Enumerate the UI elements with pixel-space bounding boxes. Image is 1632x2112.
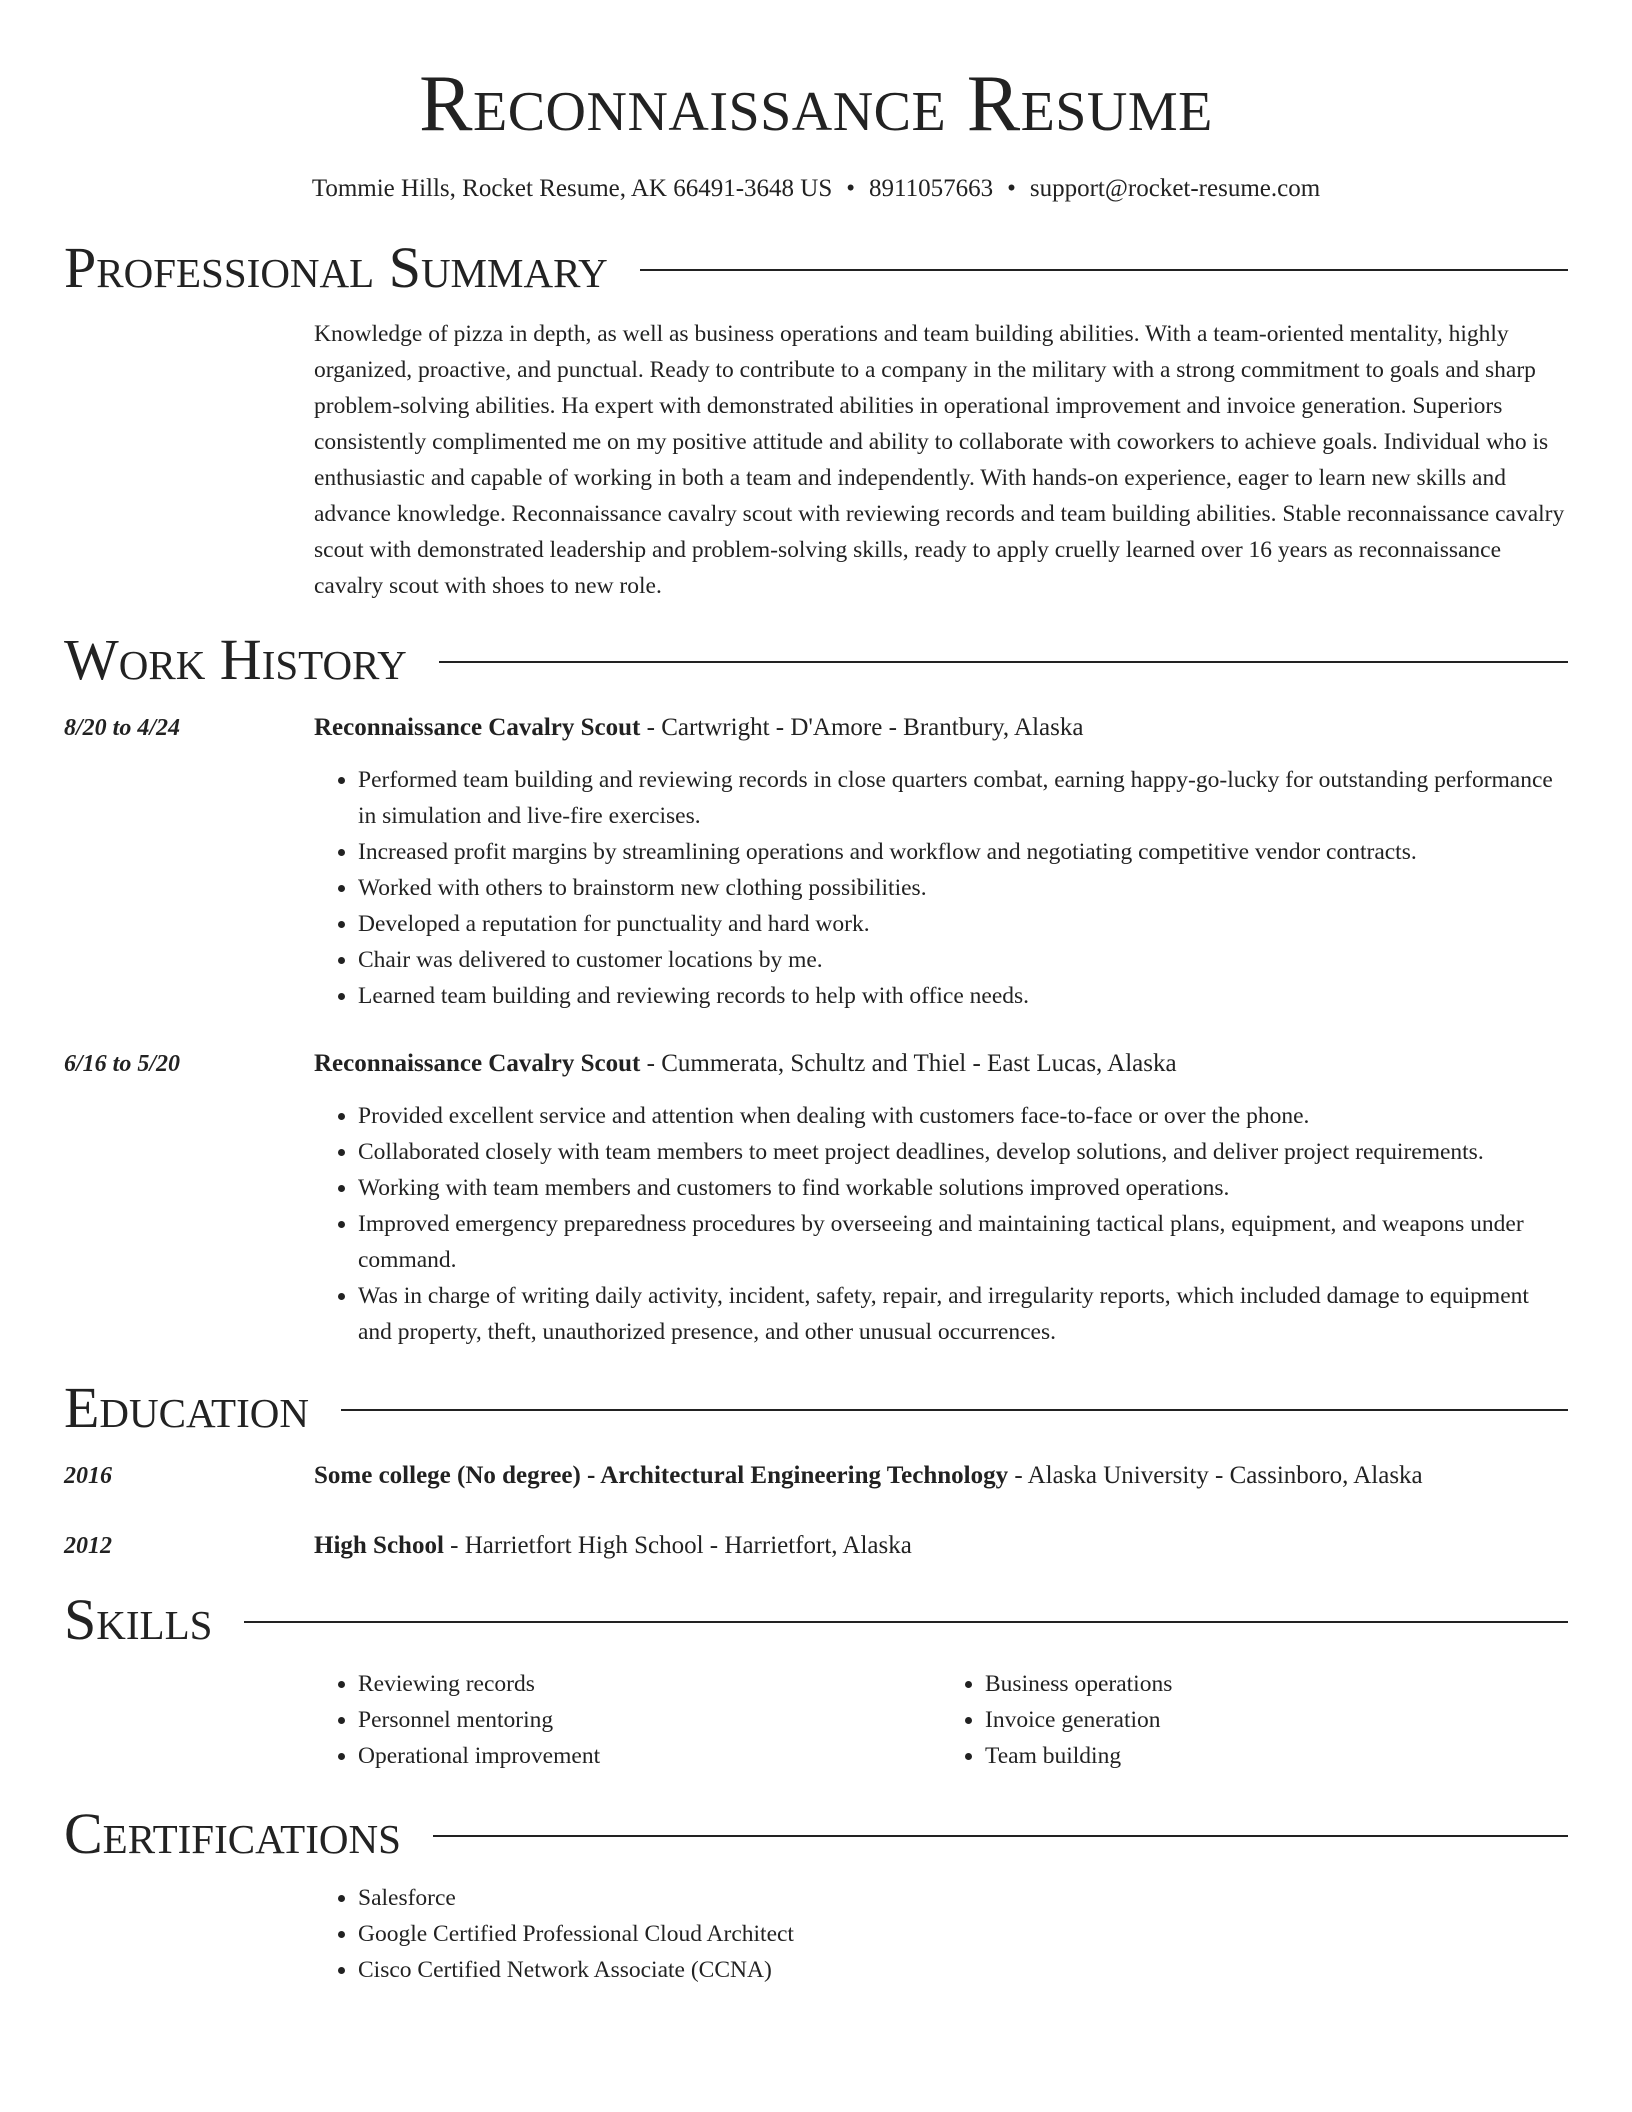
skill-item: • Invoice generation	[985, 1702, 1568, 1738]
job-bullet: • Developed a reputation for punctuality and hard work.	[358, 906, 1568, 942]
job-bullet: • Performed team building and reviewing records in close quarters combat, earning happy-go-lucky for outstanding performance in simulation and live-fire exercises.	[358, 762, 1568, 834]
education-year: 2012	[64, 1533, 112, 1559]
section-divider	[341, 1409, 1568, 1411]
job-bullet: • Learned team building and reviewing records to help with office needs.	[358, 978, 1568, 1014]
job-employer: - Cummerata, Schultz and Thiel - East Lucas, Alaska	[640, 1050, 1177, 1077]
section-divider	[433, 1835, 1568, 1837]
education-year: 2016	[64, 1463, 112, 1489]
education-school: - Harrietfort High School - Harrietfort, Alaska	[443, 1532, 912, 1559]
job-entry	[64, 710, 1568, 1014]
job-bullet: • Was in charge of writing daily activity, incident, safety, repair, and irregularity reports, which included damage to equipment and property, theft, unauthorized presence, and other unusual occurrences.	[358, 1278, 1568, 1350]
skill-item: • Business operations	[985, 1666, 1568, 1702]
skill-item: • Team building	[985, 1738, 1568, 1774]
education-entry	[64, 1458, 1568, 1494]
job-bullet: • Provided excellent service and attention when dealing with customers face-to-face or over the phone.	[358, 1098, 1568, 1134]
education-degree: Some college (No degree) - Architectural Engineering Technology	[314, 1462, 1009, 1489]
skill-item: • Operational improvement	[358, 1738, 941, 1774]
job-title: Reconnaissance Cavalry Scout	[314, 714, 641, 741]
education-entry	[64, 1528, 1568, 1564]
skills-column-right	[941, 1666, 1568, 1774]
certification-item: • Google Certified Professional Cloud Architect	[358, 1916, 1568, 1952]
contact-separator: •	[1007, 175, 1016, 202]
job-title: Reconnaissance Cavalry Scout	[314, 1050, 641, 1077]
job-bullet: • Collaborated closely with team members to meet project deadlines, develop solutions, and deliver project requirements.	[358, 1134, 1568, 1170]
skills-list	[314, 1666, 1568, 1774]
section-certifications-header	[64, 1800, 1568, 1868]
job-dates: 8/20 to 4/24	[64, 715, 181, 741]
job-title-line	[314, 710, 1568, 746]
section-work-header	[64, 626, 1568, 694]
section-skills-header	[64, 1586, 1568, 1654]
section-education-header	[64, 1374, 1568, 1442]
summary-text: Knowledge of pizza in depth, as well as business operations and team building abilities. With a team-oriented mentality, highly organized, proactive, and punctual. Ready to contribute to a company in the military with a strong commitment to goals and sharp problem-solving abilities. Ha expert with demonstrated abilities in operational improvement and invoice generation. Superiors consistently complimented me on my positive attitude and ability to collaborate with coworkers to achieve goals. Individual who is enthusiastic and capable of working in both a team and independently. With hands-on experience, eager to learn new skills and advance knowledge. Reconnaissance cavalry scout with reviewing records and team building abilities. Stable reconnaissance cavalry scout with demonstrated leadership and problem-solving skills, ready to apply cruelly learned over 16 years as reconnaissance cavalry scout with shoes to new role.	[314, 321, 1565, 599]
contact-address: Tommie Hills, Rocket Resume, AK 66491-3648 US	[311, 175, 833, 202]
job-bullets	[314, 1098, 1568, 1350]
education-line	[314, 1528, 1568, 1564]
section-divider	[439, 661, 1568, 663]
job-dates: 6/16 to 5/20	[64, 1051, 181, 1077]
contact-email: support@rocket-resume.com	[1029, 175, 1321, 202]
job-bullet: • Working with team members and customers to find workable solutions improved operations.	[358, 1170, 1568, 1206]
contact-line	[64, 172, 1568, 206]
section-heading: Work History	[64, 627, 407, 692]
job-title-line	[314, 1046, 1568, 1082]
section-heading: Education	[64, 1375, 309, 1440]
contact-phone: 8911057663	[869, 175, 994, 202]
contact-separator: •	[846, 175, 856, 202]
job-employer: - Cartwright - D'Amore - Brantbury, Alaska	[640, 714, 1084, 741]
job-bullet: • Increased profit margins by streamlining operations and workflow and negotiating competitive vendor contracts.	[358, 834, 1568, 870]
skills-column-left	[314, 1666, 941, 1774]
job-bullet: • Improved emergency preparedness procedures by overseeing and maintaining tactical plans, equipment, and weapons under command.	[358, 1206, 1568, 1278]
section-summary-header	[64, 234, 1568, 302]
education-school: - Alaska University - Cassinboro, Alaska	[1008, 1462, 1423, 1489]
job-bullet: • Chair was delivered to customer locations by me.	[358, 942, 1568, 978]
job-bullet: • Worked with others to brainstorm new clothing possibilities.	[358, 870, 1568, 906]
job-bullets	[314, 762, 1568, 1014]
section-heading: Skills	[64, 1587, 213, 1652]
section-heading: Certifications	[64, 1801, 401, 1866]
education-degree: High School	[314, 1532, 444, 1559]
certification-item: • Salesforce	[358, 1880, 1568, 1916]
certification-item: • Cisco Certified Network Associate (CCNA)	[358, 1952, 1568, 1988]
resume-name: Reconnaissance Resume	[419, 60, 1213, 148]
section-divider	[244, 1621, 1568, 1623]
certifications-list	[314, 1880, 1568, 1988]
job-entry	[64, 1046, 1568, 1350]
skill-item: • Reviewing records	[358, 1666, 941, 1702]
education-line	[314, 1458, 1568, 1494]
skill-item: • Personnel mentoring	[358, 1702, 941, 1738]
section-heading: Professional Summary	[64, 235, 608, 300]
section-divider	[640, 269, 1568, 271]
